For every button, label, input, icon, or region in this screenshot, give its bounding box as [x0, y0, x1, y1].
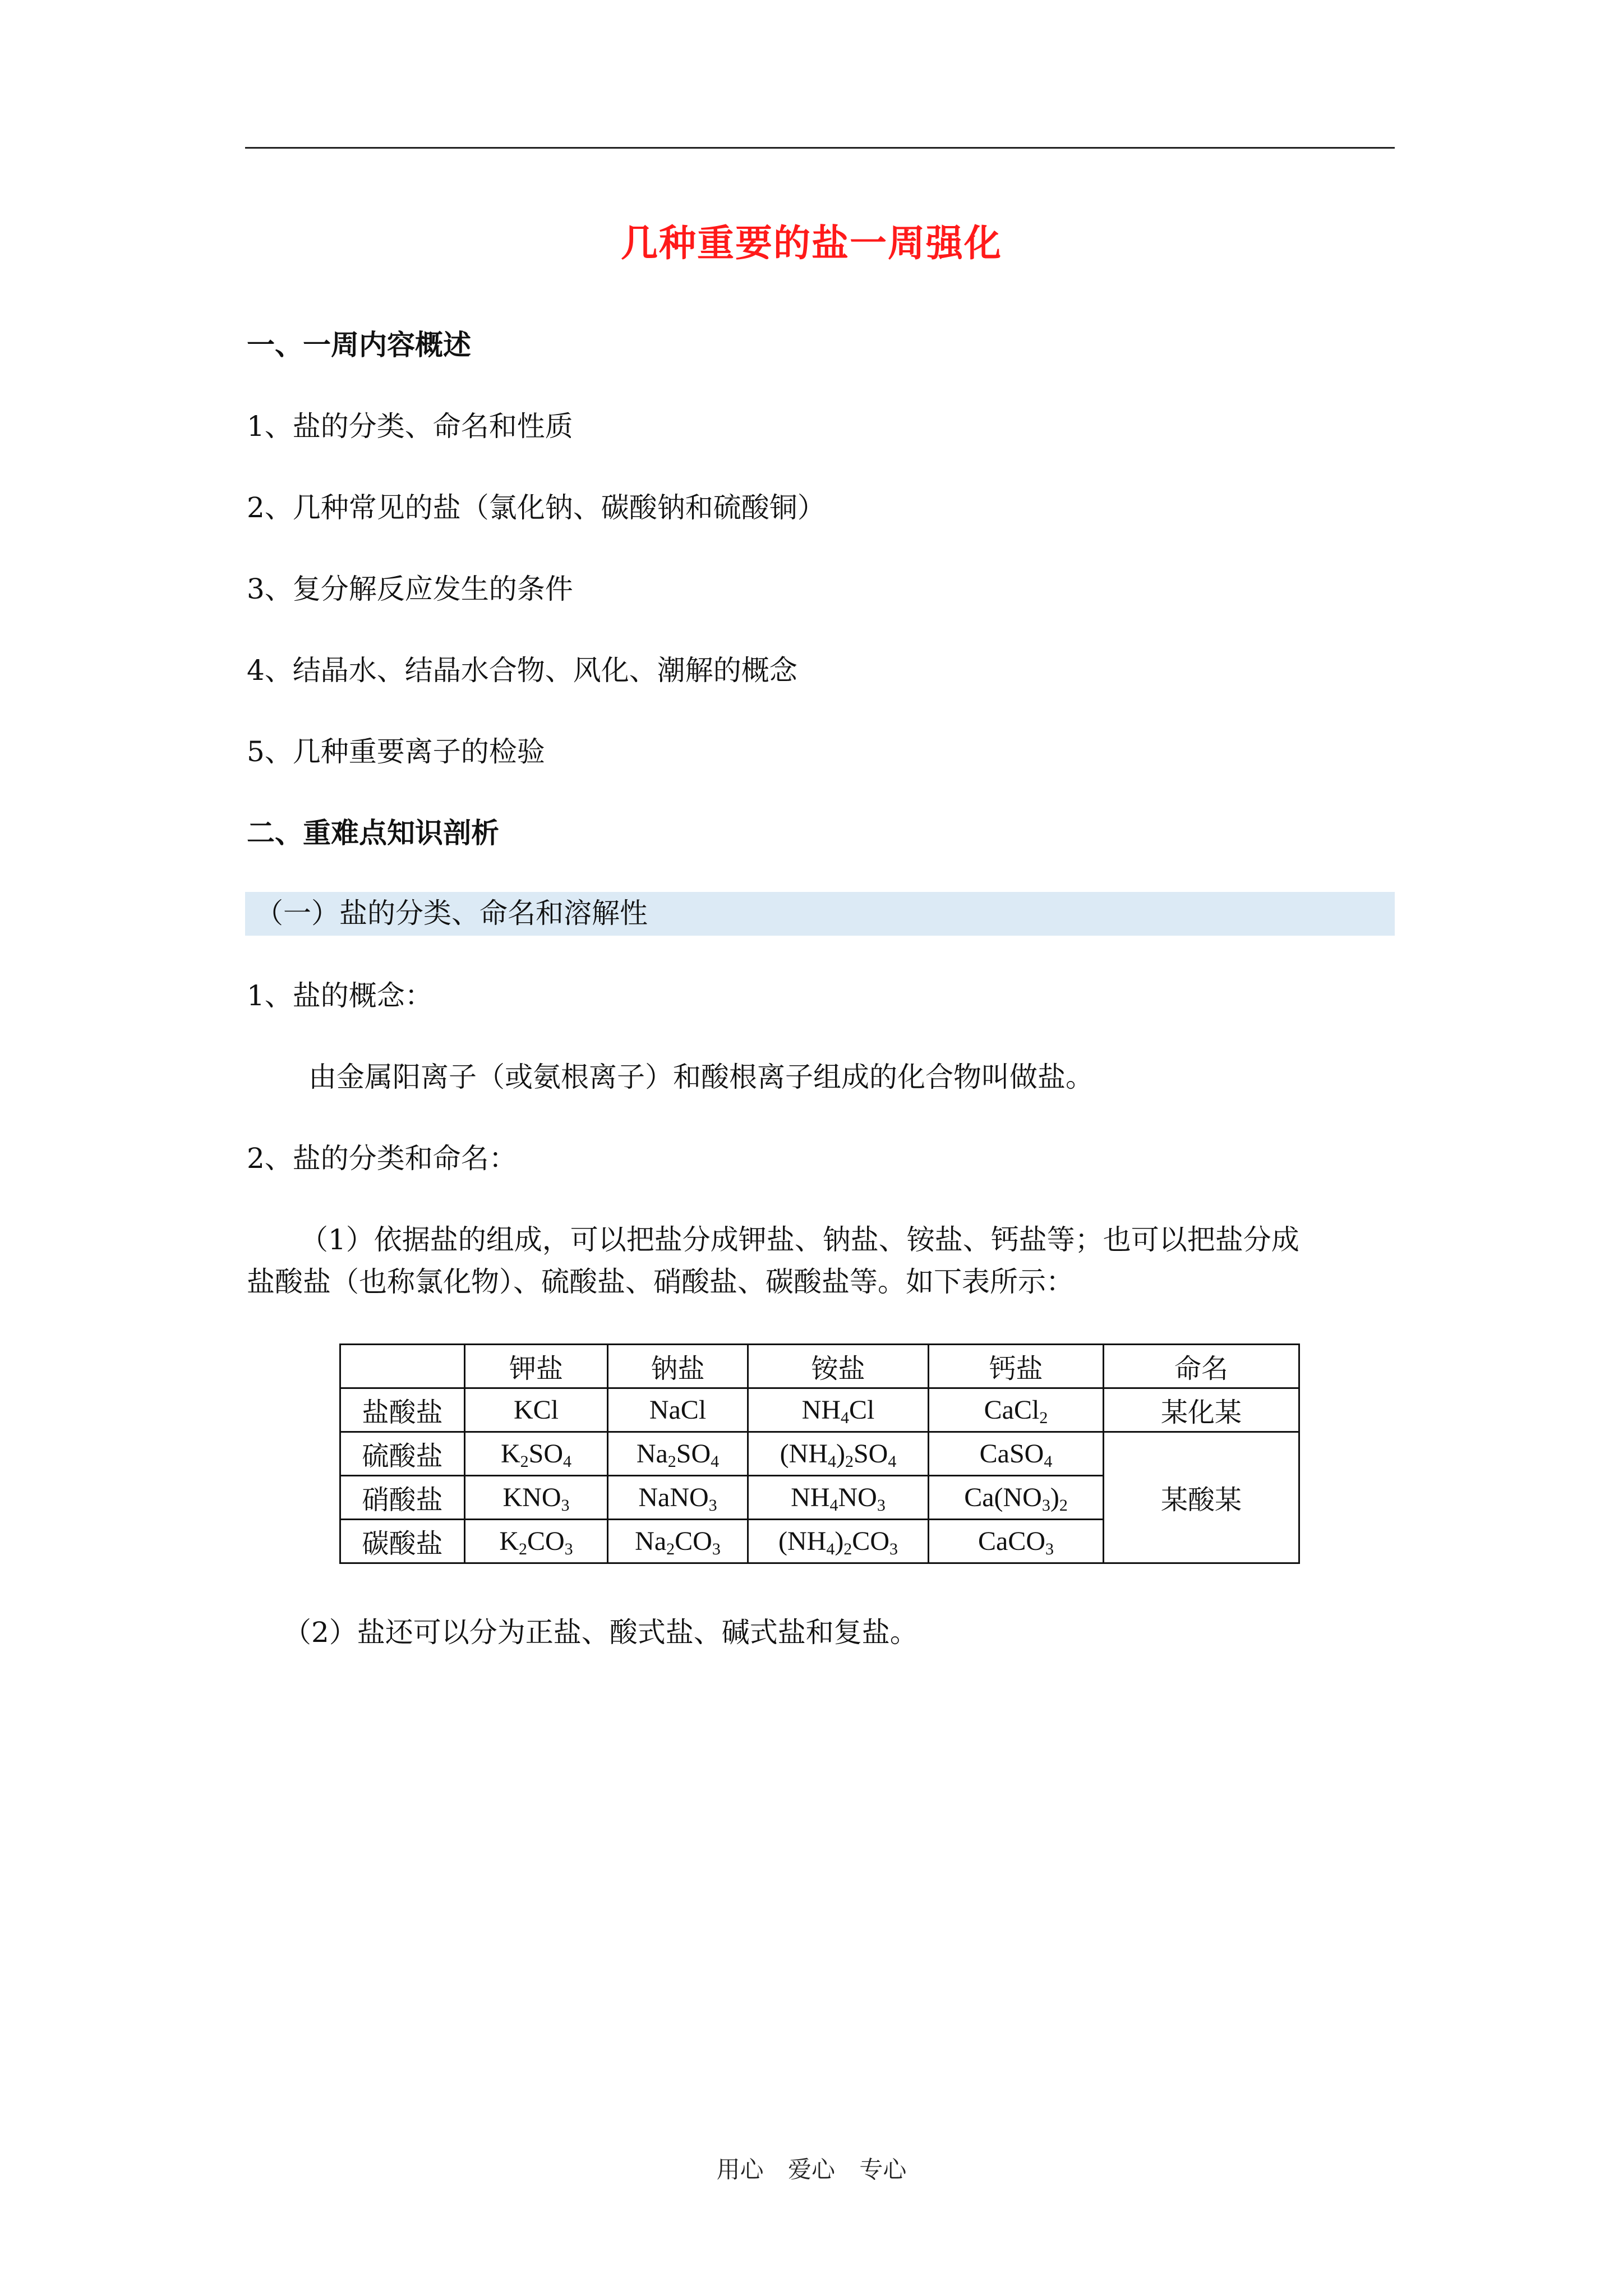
- paragraph-line: 盐酸盐（也称氯化物）、硫酸盐、硝酸盐、碳酸盐等。如下表所示：: [247, 1266, 1074, 1298]
- table-header-cell: 铵盐: [748, 1345, 929, 1388]
- formula-cell: KCl: [465, 1388, 608, 1432]
- row-label: 盐酸盐: [340, 1388, 465, 1432]
- formula-cell: $KNO_3$: [465, 1476, 608, 1520]
- table-row: [340, 1388, 1299, 1432]
- table-header-cell: 命名: [1104, 1345, 1299, 1388]
- paragraph-line: （1）依据盐的组成，可以把盐分成钾盐、钠盐、铵盐、钙盐等；也可以把盐分成: [300, 1223, 1299, 1256]
- formula-cell: NaCl: [608, 1388, 748, 1432]
- formula-cell: $NH_4NO_3$: [748, 1476, 929, 1520]
- section2-heading: 二、重难点知识剖析: [247, 817, 499, 849]
- table-header-cell: 钾盐: [465, 1345, 608, 1388]
- subsection-title: （一）盐的分类、命名和溶解性: [255, 897, 648, 930]
- table-header-cell: 钙盐: [929, 1345, 1104, 1388]
- row-label: 硫酸盐: [340, 1432, 465, 1476]
- overview-item: 4、结晶水、结晶水合物、风化、潮解的概念: [247, 654, 797, 687]
- section1-heading: 一、一周内容概述: [247, 329, 471, 361]
- overview-item: 3、复分解反应发生的条件: [247, 573, 573, 605]
- table-row: [340, 1432, 1299, 1476]
- formula-cell: $(NH_4)_2CO_3$: [748, 1520, 929, 1563]
- overview-item: 2、几种常见的盐（氯化钠、碳酸钠和硫酸铜）: [247, 491, 826, 524]
- header-rule: [245, 147, 1395, 149]
- row-label: 硝酸盐: [340, 1476, 465, 1520]
- paragraph-line: （2）盐还可以分为正盐、酸式盐、碱式盐和复盐。: [283, 1616, 918, 1649]
- row-label: 碳酸盐: [340, 1520, 465, 1563]
- formula-cell: $Ca(NO_3)_2$: [929, 1476, 1104, 1520]
- table-header-cell: [340, 1345, 465, 1388]
- formula-cell: $K_2CO_3$: [465, 1520, 608, 1563]
- formula-cell: $Na_2SO_4$: [608, 1432, 748, 1476]
- table-header-cell: 钠盐: [608, 1345, 748, 1388]
- formula-cell: $NH_4Cl$: [748, 1388, 929, 1432]
- page-footer: 用心 爱心 专心: [716, 2156, 907, 2183]
- concept-text: 由金属阳离子（或氨根离子）和酸根离子组成的化合物叫做盐。: [308, 1061, 1094, 1093]
- salt-table: [339, 1343, 1300, 1564]
- formula-cell: NaNO$_3$: [608, 1476, 748, 1520]
- formula-cell: $(NH_4)_2SO_4$: [748, 1432, 929, 1476]
- overview-item: 1、盐的分类、命名和性质: [247, 410, 573, 443]
- formula-cell: CaSO$_4$: [929, 1432, 1104, 1476]
- concept-label: 1、盐的概念：: [247, 979, 433, 1012]
- classify-label: 2、盐的分类和命名：: [247, 1142, 517, 1175]
- naming-cell: 某化某: [1104, 1388, 1299, 1432]
- overview-item: 5、几种重要离子的检验: [247, 735, 545, 768]
- naming-cell: 某酸某: [1104, 1432, 1299, 1563]
- subsection-bar: [245, 892, 1395, 936]
- formula-cell: $Na_2CO_3$: [608, 1520, 748, 1563]
- formula-cell: CaCO$_3$: [929, 1520, 1104, 1563]
- page-title: 几种重要的盐一周强化: [621, 222, 1002, 265]
- table-header-row: [340, 1345, 1299, 1388]
- formula-cell: $K_2SO_4$: [465, 1432, 608, 1476]
- formula-cell: CaCl$_2$: [929, 1388, 1104, 1432]
